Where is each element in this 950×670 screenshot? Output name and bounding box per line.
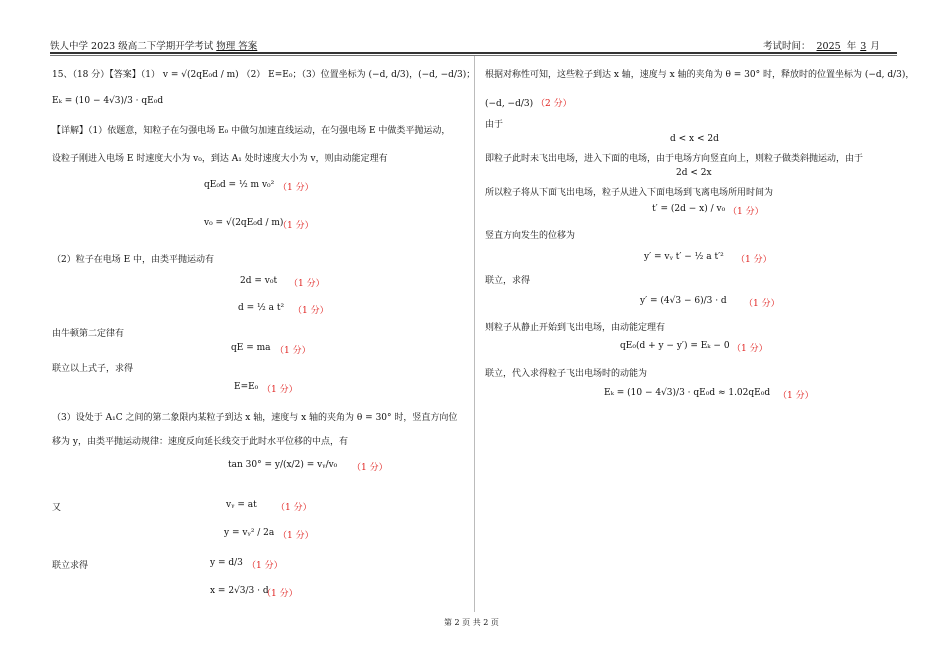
detail-paragraph-6: （3）设处于 A₁C 之间的第二象限内某粒子到达 x 轴，速度与 x 轴的夹角为 θ = 30° 时，竖直方向位: [52, 413, 458, 423]
right-equation-3: t′ = (2d − x) / v₀: [652, 204, 726, 214]
right-paragraph-9: 联立，代入求得粒子飞出电场时的动能为: [485, 369, 648, 379]
score-3: （1 分）: [289, 279, 325, 289]
coordinate-2: (−d, −d/3): [485, 99, 534, 109]
score-r7: （1 分）: [778, 391, 814, 401]
score-8: （1 分）: [276, 503, 312, 513]
answer-2: （2） E=E₀；（3）位置坐标为 (−d, d/3)，(−d, −d/3)；: [241, 70, 476, 80]
equation-9: y = vᵧ² / 2a: [224, 528, 275, 538]
right-equation-5: y′ = (4√3 − 6)/3 · d: [640, 296, 727, 306]
detail-paragraph-2: 设粒子刚进入电场 E 时速度大小为 v₀，到达 A₁ 处时速度大小为 v，则由动能定理有: [52, 154, 388, 164]
right-paragraph-7: 联立，求得: [485, 276, 531, 286]
equation-2: v₀ = √(2qE₀d / m): [204, 218, 284, 228]
equation-8: vᵧ = at: [226, 500, 257, 510]
score-r2: （2 分）: [535, 99, 572, 109]
detail-paragraph-7: 移为 y，由类平抛运动规律：速度反向延长线交于此时水平位移的中点，有: [52, 437, 348, 447]
right-equation-1: d < x < 2d: [670, 134, 719, 144]
right-equation-6: qE₀(d + y − y′) = Eₖ − 0: [620, 341, 730, 351]
answer-heading: [52, 67, 475, 80]
score-r5: （1 分）: [744, 299, 780, 309]
detail-paragraph-5: 联立以上式子，求得: [52, 364, 134, 374]
score-11: （1 分）: [262, 589, 298, 599]
right-paragraph-5: 所以粒子将从下面飞出电场，粒子从进入下面电场到飞离电场所用时间为: [485, 188, 774, 198]
header-left: [50, 38, 257, 52]
right-equation-2: 2d < 2x: [676, 168, 712, 178]
exam-year: 2025: [816, 41, 841, 52]
equation-1: qE₀d = ½ m v₀²: [204, 180, 275, 190]
equation-11: x = 2√3/3 · d: [210, 586, 269, 596]
answer-1: v = √(2qE₀d / m): [162, 70, 239, 80]
score-r3: （1 分）: [728, 207, 764, 217]
header-subject: 物理 答案: [216, 41, 258, 52]
equation-6: E=E₀: [234, 382, 259, 392]
detail-paragraph-1: 【详解】（1）依题意，知粒子在匀强电场 E₀ 中做匀加速直线运动，在匀强电场 E 中做类平抛运动，: [52, 126, 451, 136]
equation-3: 2d = v₀t: [240, 276, 278, 286]
score-2: （1 分）: [278, 221, 314, 231]
equation-4: d = ½ a t²: [238, 303, 285, 313]
page-number: 第 2 页 共 2 页: [444, 618, 499, 627]
score-9: （1 分）: [278, 531, 314, 541]
header-school: 铁人中学 2023 级高二下学期开学考试: [50, 41, 217, 52]
detail-paragraph-3: （2）粒子在电场 E 中，由类平抛运动有: [52, 255, 215, 265]
score-7: （1 分）: [352, 463, 388, 473]
column-divider: [474, 56, 475, 612]
right-equation-4: y′ = vᵧ t′ − ½ a t′²: [644, 252, 724, 262]
score-6: （1 分）: [262, 385, 298, 395]
detail-paragraph-4: 由牛顿第二定律有: [52, 329, 125, 339]
question-head: 15、（18 分）【答案】（1）: [52, 70, 160, 80]
right-paragraph-1: 根据对称性可知，这些粒子到达 x 轴，速度与 x 轴的夹角为 θ = 30° 时，释放时的位置坐标为 (−d, d/3)，: [485, 70, 915, 80]
equation-7: tan 30° = y/(x/2) = vᵧ/v₀: [228, 460, 338, 470]
score-10: （1 分）: [247, 561, 283, 571]
score-r6: （1 分）: [732, 344, 768, 354]
equation-5: qE = ma: [231, 343, 271, 353]
score-r4: （1 分）: [736, 255, 772, 265]
month-label: 月: [870, 41, 880, 52]
right-paragraph-6: 竖直方向发生的位移为: [485, 231, 576, 241]
detail-paragraph-9: 联立求得: [52, 561, 89, 571]
header-right: [763, 38, 880, 52]
header-rule: [50, 52, 897, 54]
score-4: （1 分）: [293, 306, 329, 316]
year-label: 年: [846, 41, 857, 52]
equation-10: y = d/3: [210, 558, 243, 568]
right-line-2: [485, 96, 572, 109]
right-paragraph-8: 则粒子从静止开始到飞出电场，由动能定理有: [485, 323, 666, 333]
right-paragraph-4: 即粒子此时未飞出电场，进入下面的电场，由于电场方向竖直向上，则粒子做类斜抛运动，由于: [485, 154, 864, 164]
answer-3: Eₖ = (10 − 4√3)/3 · qE₀d: [52, 96, 164, 106]
score-1: （1 分）: [278, 183, 314, 193]
right-equation-7: Eₖ = (10 − 4√3)/3 · qE₀d ≈ 1.02qE₀d: [604, 388, 771, 398]
exam-month: 3: [860, 41, 867, 52]
exam-time-label: 考试时间：: [763, 41, 811, 52]
score-5: （1 分）: [275, 346, 311, 356]
detail-paragraph-8: 又: [52, 503, 62, 513]
right-paragraph-3: 由于: [485, 120, 504, 130]
